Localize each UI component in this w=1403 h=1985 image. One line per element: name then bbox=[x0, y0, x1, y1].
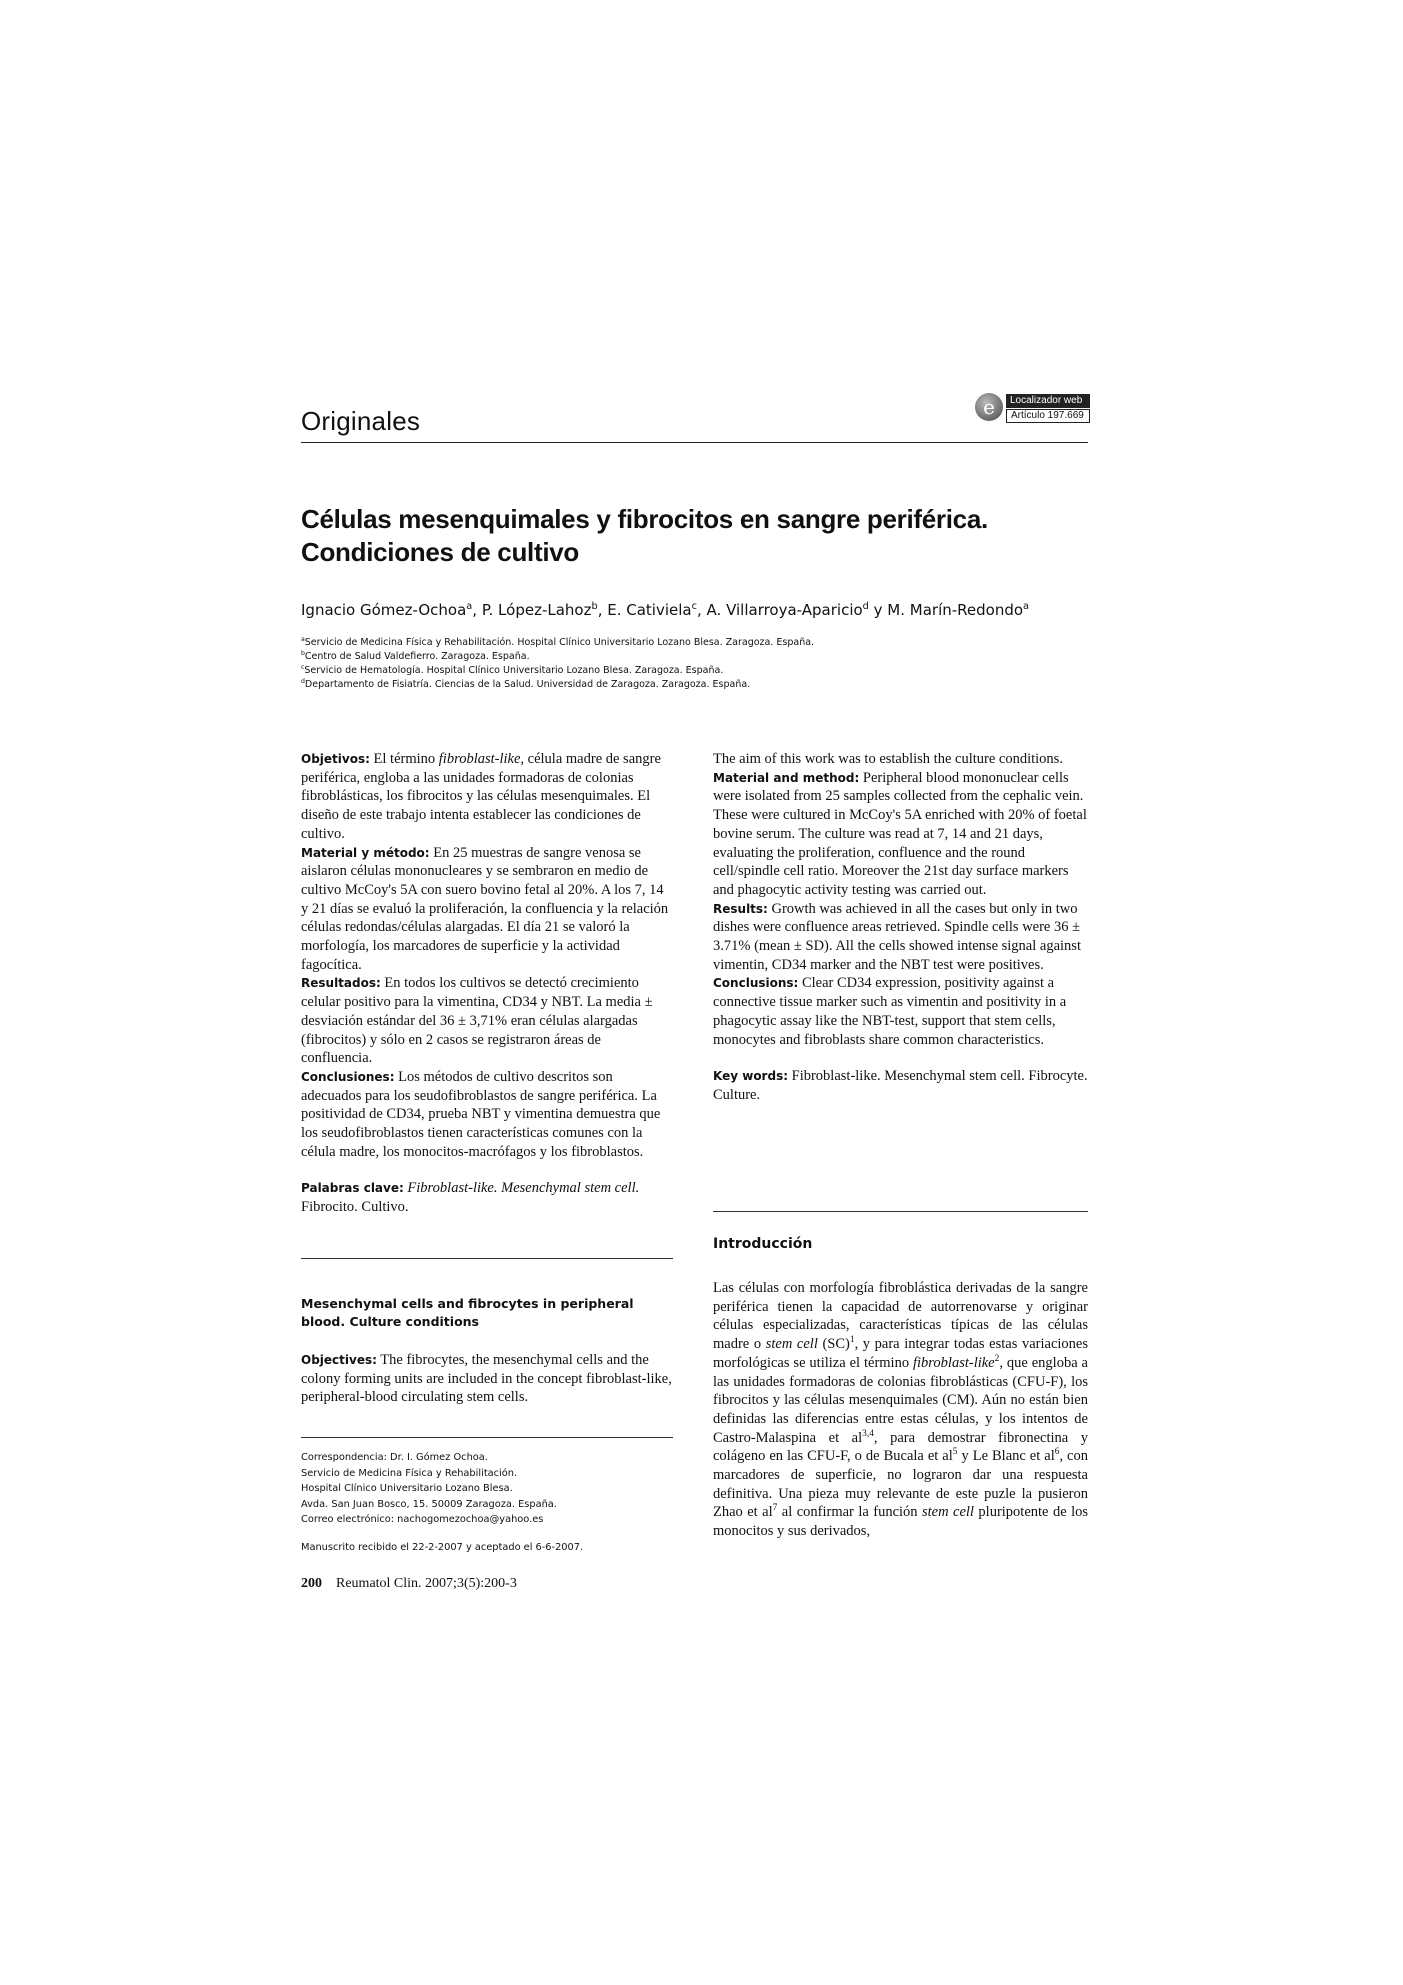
title-line-2: Condiciones de cultivo bbox=[301, 537, 579, 567]
journal-citation: Reumatol Clin. 2007;3(5):200-3 bbox=[336, 1576, 517, 1591]
web-locator-badge[interactable] bbox=[975, 393, 1090, 430]
divider bbox=[713, 1211, 1088, 1212]
section-heading-introduccion: Introducción bbox=[713, 1236, 813, 1252]
divider bbox=[301, 1258, 673, 1259]
english-title: Mesenchymal cells and fibrocytes in peripheral blood. Culture conditions bbox=[301, 1296, 634, 1329]
affiliation: $^c$Servicio de Hematología. Hospital Clínico Universitario Lozano Blesa. Zaragoza. España. bbox=[301, 663, 724, 676]
divider bbox=[301, 1437, 673, 1438]
affiliations bbox=[301, 636, 1101, 692]
affiliation: $^b$Centro de Salud Valdefierro. Zaragoza. España. bbox=[301, 649, 530, 662]
correspondence: Correspondencia: Dr. I. Gómez Ochoa. Servicio de Medicina Física y Rehabilitación. Hospital Clínico Universitario Lozano Blesa. Avda. San Juan Bosco, 15. 50009 Zaragoza. España. Correo electrónico: nachogomezochoa@yahoo.es Manuscrito recibido el 22-2-2007 y aceptado el 6-6-2007. bbox=[301, 1450, 673, 1555]
author: A. Villarroya-Aparicio bbox=[706, 601, 863, 619]
author: Ignacio Gómez-Ochoa bbox=[301, 601, 467, 619]
abstract-english-cont: The aim of this work was to establish the culture conditions. Material and method: Peripheral blood mononuclear cells were isolated from 25 samples collected from the cephalic vein. These were cultured in McCoy's 5A enriched with 20% of foetal bovine serum. The culture was read at 7, 14 and 21 days, evaluating the proliferation, confluence and the round cell/spindle cell ratio. Moreover the 21st day surface markers and phagocytic activity testing was carried out. Results: Growth was achieved in all the cases but only in two dishes were confluence areas retrieved. Spindle cells were 36 ± 3.71% (mean ± SD). All the cells showed intense signal against vimentin, CD34 marker and the NBT test were positives. Conclusions: Clear CD34 expression, positivity against a connective tissue marker such as vimentin and positivity in a phagocytic assay like the NBT-test, support that stem cells, monocytes and fibroblasts share common characteristics. Key words: Fibroblast-like. Mesenchymal stem cell. Fibrocyte. Culture. bbox=[713, 751, 1088, 1103]
author: M. Marín-Redondo bbox=[887, 601, 1024, 619]
affiliation: $^a$Servicio de Medicina Física y Rehabilitación. Hospital Clínico Universitario Lozano Blesa. Zaragoza. España. bbox=[301, 635, 815, 648]
manuscript-dates: Manuscrito recibido el 22-2-2007 y aceptado el 6-6-2007. bbox=[301, 1541, 584, 1553]
introduction-text: Las células con morfología fibroblástica derivadas de la sangre periférica tienen la capacidad de autorrenovarse y originar células especializadas, características típicas de las células madre o stem cell (SC)$^1$, y para integrar todas estas variaciones morfológicas se utiliza el término fibroblast-like$^2$, que engloba a las unidades formadoras de colonias fibroblásticas (CFU-F), los fibrocitos y las células mesenquimales (CM). Aún no están bien definidas las diferencias entre estas células, y los intentos de Castro-Malaspina et al$^{3,4}$, para demostrar fibronectina y colágeno en las CFU-F, o de Bucala et $al^5$ y Le Blanc et $al^6$, con marcadores de superficie, no lograron dar una respuesta definitiva. Una pieza muy relevante de este puzle la pusieron Zhao et $al^7$ al confirmar la función stem cell pluripotente de los monocitos y sus derivados, bbox=[713, 1280, 1089, 1540]
page-number: 200 bbox=[301, 1576, 322, 1591]
affiliation: $^d$Departamento de Fisiatría. Ciencias de la Salud. Universidad de Zaragoza. Zaragoza. España. bbox=[301, 677, 751, 690]
author: E. Cativiela bbox=[607, 601, 692, 619]
article-title bbox=[301, 503, 1101, 569]
page-footer bbox=[301, 1576, 517, 1592]
abstract-english-start: Objectives: The fibrocytes, the mesenchymal cells and the colony forming units are included in the concept fibroblast-like, peripheral-blood circulating stem cells. bbox=[301, 1352, 672, 1406]
locator-label: Localizador web bbox=[1006, 394, 1090, 408]
e-icon: e bbox=[975, 393, 1003, 421]
keywords-es: Palabras clave: Fibroblast-like. Mesenchymal stem cell. Fibrocito. Cultivo. bbox=[301, 1180, 640, 1216]
author-list: Ignacio Gómez-Ochoa$^a$, P. López-Lahoz$^b$, E. Cativiela$^c$, A. Villarroya-Aparicio$^d$ y M. Marín-Redondo$^a$ bbox=[301, 601, 1030, 619]
keywords-en: Key words: Fibroblast-like. Mesenchymal stem cell. Fibrocyte. Culture. bbox=[713, 1068, 1088, 1103]
locator-article: Artículo 197.669 bbox=[1006, 409, 1090, 423]
title-line-1: Células mesenquimales y fibrocitos en sangre periférica. bbox=[301, 504, 988, 534]
abstract-spanish: Objetivos: El término fibroblast-like, célula madre de sangre periférica, engloba a las unidades formadoras de colonias fibroblásticas, los fibrocitos y las células mesenquimales. El diseño de este trabajo intenta establecer las condiciones de cultivo. Material y método: En 25 muestras de sangre venosa se aislaron células mononucleares y se sembraron en medio de cultivo McCoy's 5A con suero bovino fetal al 20%. A los 7, 14 y 21 días se evaluó la proliferación, la confluencia y la relación células redondas/células alargadas. El día 21 se valoró la morfología, los marcadores de superficie y la actividad fagocítica. Resultados: En todos los cultivos se detectó crecimiento celular positivo para la vimentina, CD34 y NBT. La media ± desviación estándar del 36 ± 3,71% eran células alargadas (fibrocitos) y sólo en 2 casos se registraron áreas de confluencia. Conclusiones: Los métodos de cultivo descritos son adecuados para los seudofibroblastos de sangre periférica. La positividad de CD34, prueba NBT y vimentina demuestra que los seudofibroblastos tienen características comunes con la célula madre, los monocitos-macrófagos y los fibroblastos. Palabras clave: Fibroblast-like. Mesenchymal stem cell. Fibrocito. Cultivo. bbox=[301, 750, 673, 1217]
author: P. López-Lahoz bbox=[481, 601, 592, 619]
section-heading: Originales bbox=[301, 406, 421, 436]
header-rule bbox=[301, 442, 1088, 443]
